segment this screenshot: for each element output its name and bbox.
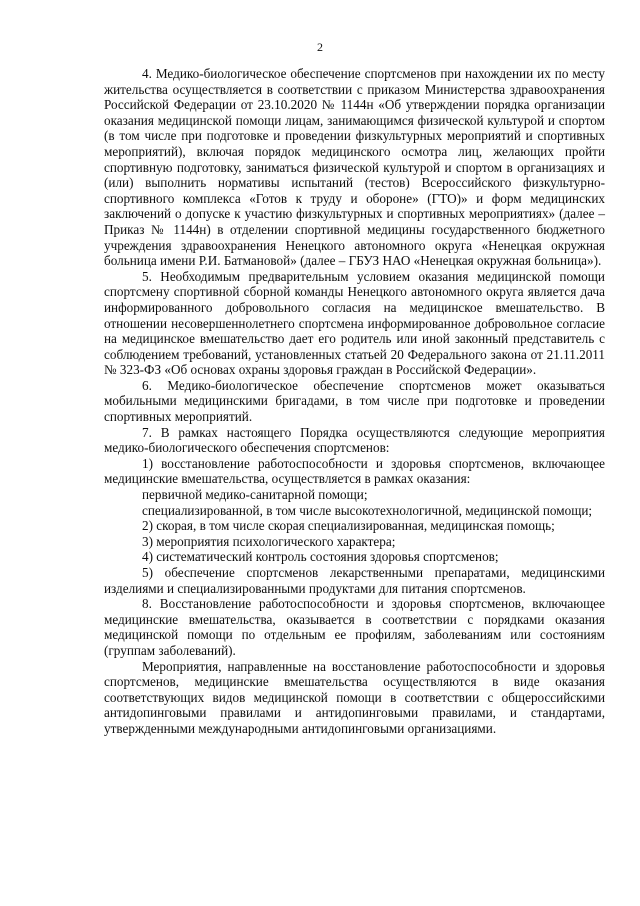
document-body xyxy=(104,66,605,737)
paragraph-8: 8. Восстановление работоспособности и здоровья спортсменов, включающее медицинские вмешательства, оказывается в соответствии с порядками оказания медицинской помощи по отдельным ее профилям, заболеваниям или состояниям (группам заболеваний). xyxy=(104,596,605,658)
paragraph-8-continued: Мероприятия, направленные на восстановление работоспособности и здоровья спортсменов, медицинские вмешательства осуществляются в виде оказания соответствующих видов медицинской помощи в соответствии с общероссийскими антидопинговыми правилами и антидопинговыми правилами, и стандартами, утвержденными международными антидопинговыми организациями. xyxy=(104,658,605,736)
list-subitem-primary-care: первичной медико-санитарной помощи; xyxy=(142,487,368,503)
paragraph-5: 5. Необходимым предварительным условием оказания медицинской помощи спортсмену спортивной сборной команды Ненецкого автономного округа является дача информированного добровольного согласия на медицинское вмешательство. В отношении несовершеннолетнего спортсмена информированное добровольное согласие на медицинское вмешательство дает его родитель или иной законный представитель с соблюдением требований, установленных статьей 20 Федерального закона от 21.11.2011 № 323-ФЗ «Об основах охраны здоровья граждан в Российской Федерации». xyxy=(104,268,605,378)
list-item-3: 3) мероприятия психологического характера; xyxy=(142,533,396,549)
paragraph-7: 7. В рамках настоящего Порядка осуществляются следующие мероприятия медико-биологического обеспечения спортсменов: xyxy=(104,424,605,456)
list-item-4: 4) систематический контроль состояния здоровья спортсменов; xyxy=(142,549,499,565)
paragraph-4: 4. Медико-биологическое обеспечение спортсменов при нахождении их по месту жительства осуществляется в соответствии с приказом Министерства здравоохранения Российской Федерации от 23.10.2020 № 1144н «Об утверждении порядка организации оказания медицинской помощи лицам, занимающимся физической культурой и спортом (в том числе при подготовке и проведении физкультурных мероприятий и спортивных мероприятий), включая порядок медицинского осмотра лиц, желающих пройти спортивную подготовку, заниматься физической культурой и спортом в организациях и (или) выполнить нормативы испытаний (тестов) Всероссийского физкультурно-спортивного комплекса «Готов к труду и обороне» (ГТО)» и форм медицинских заключений о допуске к участию физкультурных и спортивных мероприятиях» (далее – Приказ № 1144н) в отделении спортивной медицины государственного бюджетного учреждения здравоохранения Ненецкого автономного округа «Ненецкая окружная больница имени Р.И. Батмановой» (далее – ГБУЗ НАО «Ненецкая окружная больница»). xyxy=(104,66,605,269)
page-number: 2 xyxy=(317,40,323,54)
paragraph-6: 6. Медико-биологическое обеспечение спортсменов может оказываться мобильными медицинскими бригадами, в том числе при подготовке и проведении спортивных мероприятий. xyxy=(104,377,605,425)
list-item-5: 5) обеспечение спортсменов лекарственными препаратами, медицинскими изделиями и специализированными продуктами для питания спортсменов. xyxy=(104,565,605,596)
list-item-1: 1) восстановление работоспособности и здоровья спортсменов, включающее медицинские вмешательства, осуществляется в рамках оказания: xyxy=(104,455,605,487)
list-item-2: 2) скорая, в том числе скорая специализированная, медицинская помощь; xyxy=(142,518,555,534)
list-subitem-specialized-care: специализированной, в том числе высокотехнологичной, медицинской помощи; xyxy=(142,502,593,518)
